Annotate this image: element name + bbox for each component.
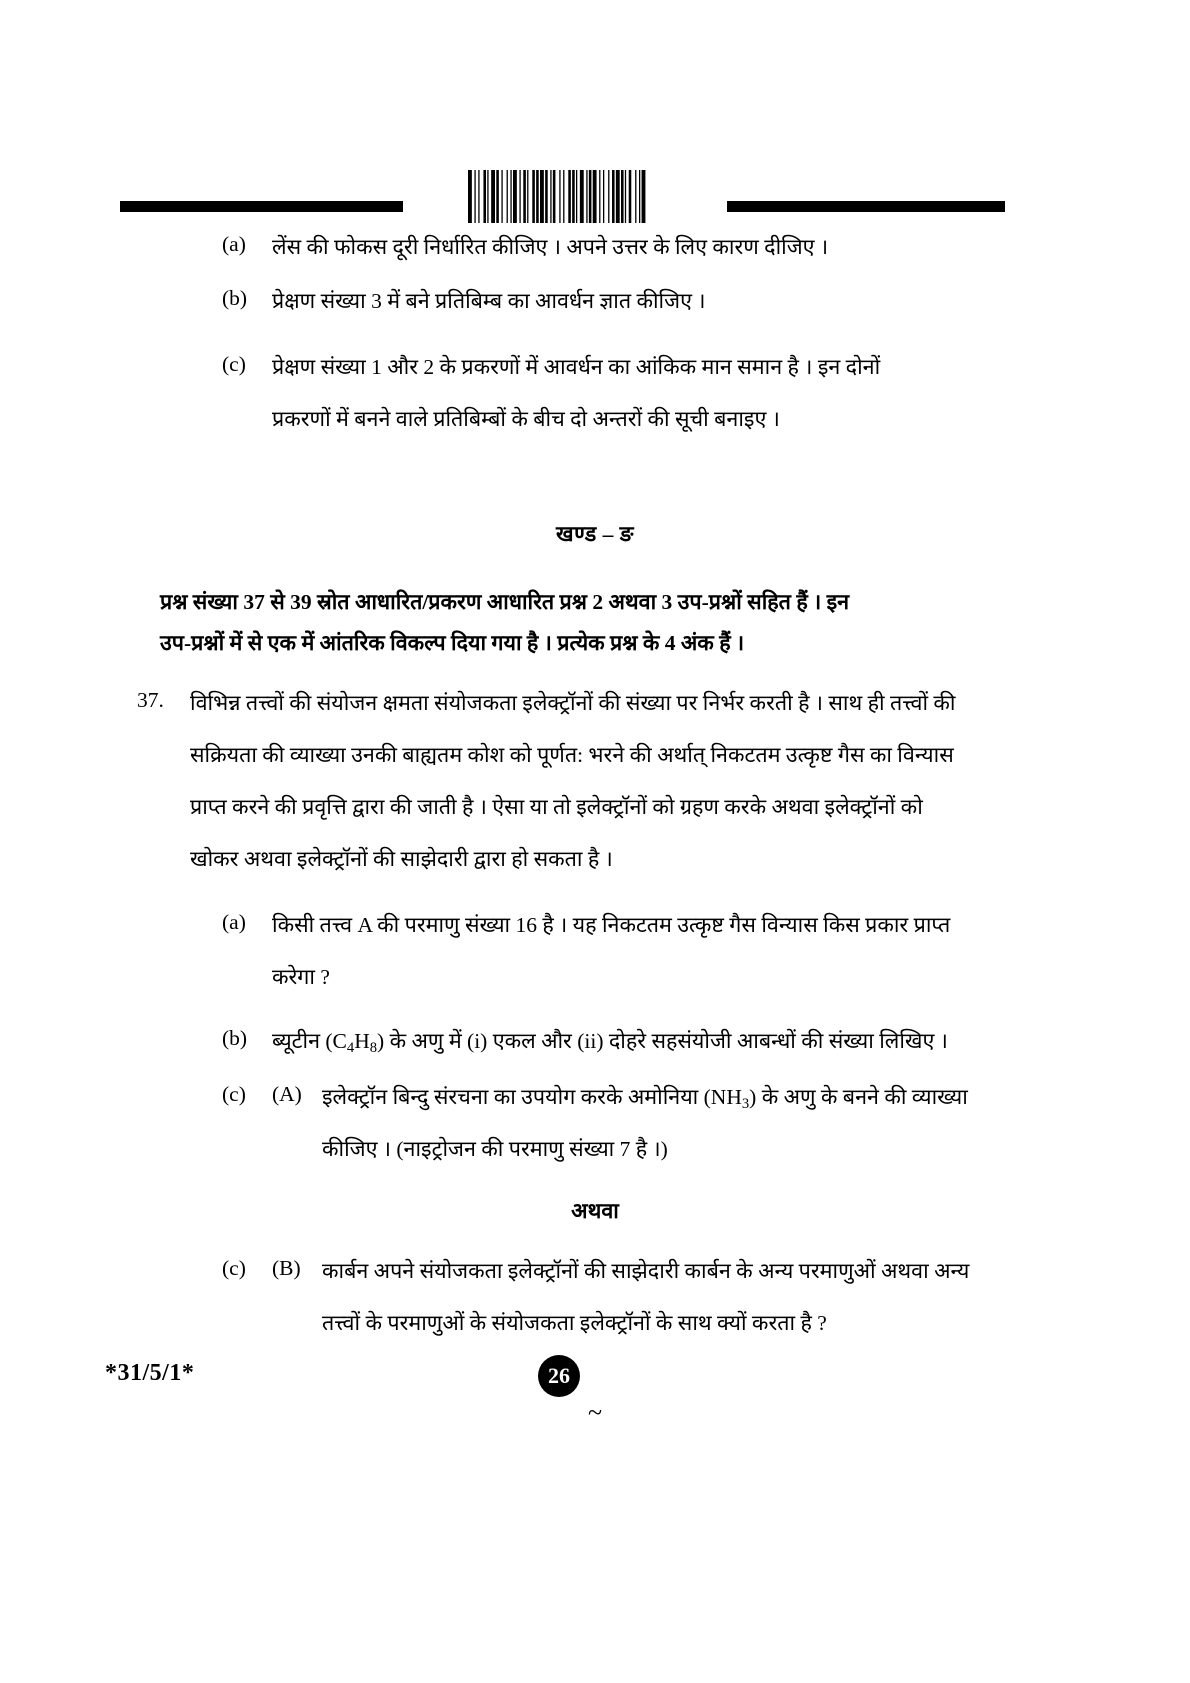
header-rule-right [727, 201, 1005, 212]
alt-option-label-B: (B) [272, 1256, 301, 1280]
alt-label-c: (c) [222, 1256, 246, 1280]
part-b-suffix: ) के अणु में (i) एकल और (ii) दोहरे सहसंयोजी आबन्धों की संख्या लिखिए । [377, 1029, 948, 1053]
part-label-b: (b) [222, 1026, 248, 1050]
barcode-icon [468, 170, 648, 223]
section-heading: खण्ड – ङ [556, 522, 634, 546]
instruction-line-2: उप-प्रश्नों में से एक में आंतरिक विकल्प दिया गया है । प्रत्येक प्रश्न के 4 अंक हैं । [160, 631, 745, 655]
part-c-option-label-A: (A) [272, 1082, 302, 1106]
instruction-line-1: प्रश्न संख्या 37 से 39 स्रोत आधारित/प्रकरण आधारित प्रश्न 2 अथवा 3 उप-प्रश्नों सहित हैं । इन [160, 590, 850, 614]
item-text-a-line1: लेंस की फोकस दूरी निर्धारित कीजिए । अपने उत्तर के लिए कारण दीजिए । [272, 235, 829, 259]
part-b-subscript-8: 8 [369, 1040, 378, 1057]
paper-code: *31/5/1* [105, 1360, 195, 1386]
part-b-text [272, 1026, 948, 1057]
alt-optionB-line1: कार्बन अपने संयोजकता इलेक्ट्रॉनों की साझेदारी कार्बन के अन्य परमाणुओं अथवा अन्य [322, 1259, 970, 1283]
part-b-subscript-4: 4 [346, 1040, 355, 1057]
part-b-prefix: ब्यूटीन (C [272, 1029, 347, 1053]
item-label-b: (b) [222, 286, 248, 310]
part-b-mid: H [354, 1029, 370, 1053]
tilde-mark: ~ [587, 1398, 603, 1427]
question-37-stem-line4: खोकर अथवा इलेक्ट्रॉनों की साझेदारी द्वारा हो सकता है । [190, 847, 613, 871]
page-number-badge: 26 [538, 1355, 580, 1397]
part-a-line1: किसी तत्त्व A की परमाणु संख्या 16 है । यह निकटतम उत्कृष्ट गैस विन्यास किस प्रकार प्राप्त [272, 913, 951, 937]
question-37-stem-line3: प्राप्त करने की प्रवृत्ति द्वारा की जाती है । ऐसा या तो इलेक्ट्रॉनों को ग्रहण करके अथवा इलेक्ट्रॉनों को [190, 795, 923, 819]
item-label-a: (a) [222, 232, 246, 256]
part-c-suffix: ) के अणु के बनने की व्याख्या [749, 1085, 968, 1109]
header-rule-left [120, 201, 403, 212]
alt-optionB-line2: तत्त्वों के परमाणुओं के संयोजकता इलेक्ट्रॉनों के साथ क्यों करता है ? [322, 1311, 827, 1335]
item-text-c-line1: प्रेक्षण संख्या 1 और 2 के प्रकरणों में आवर्धन का आंकिक मान समान है । इन दोनों [272, 355, 881, 379]
section-instructions [160, 582, 1020, 664]
question-37-stem-line1: विभिन्न तत्त्वों की संयोजन क्षमता संयोजकता इलेक्ट्रॉनों की संख्या पर निर्भर करती है । साथ ही तत्त्वों की [190, 691, 956, 715]
part-a-line2: करेगा ? [272, 965, 330, 989]
part-c-subscript-3: 3 [741, 1096, 750, 1113]
question-37-stem-line2: सक्रियता की व्याख्या उनकी बाह्यतम कोश को पूर्णत: भरने की अर्थात् निकटतम उत्कृष्ट गैस का विन्यास [190, 743, 954, 767]
item-text-c-line2: प्रकरणों में बनने वाले प्रतिबिम्बों के बीच दो अन्तरों की सूची बनाइए । [272, 407, 780, 431]
part-c-optionA-line2: कीजिए । (नाइट्रोजन की परमाणु संख्या 7 है ।) [322, 1137, 668, 1161]
or-separator: अथवा [571, 1199, 619, 1223]
item-text-b-line1: प्रेक्षण संख्या 3 में बने प्रतिबिम्ब का आवर्धन ज्ञात कीजिए । [272, 289, 706, 313]
part-label-c: (c) [222, 1082, 246, 1106]
item-label-c: (c) [222, 352, 246, 376]
question-37-number: 37. [137, 688, 164, 712]
part-c-prefix: इलेक्ट्रॉन बिन्दु संरचना का उपयोग करके अमोनिया (NH [322, 1085, 742, 1109]
part-label-a: (a) [222, 910, 246, 934]
part-c-optionA-line1 [322, 1082, 968, 1113]
